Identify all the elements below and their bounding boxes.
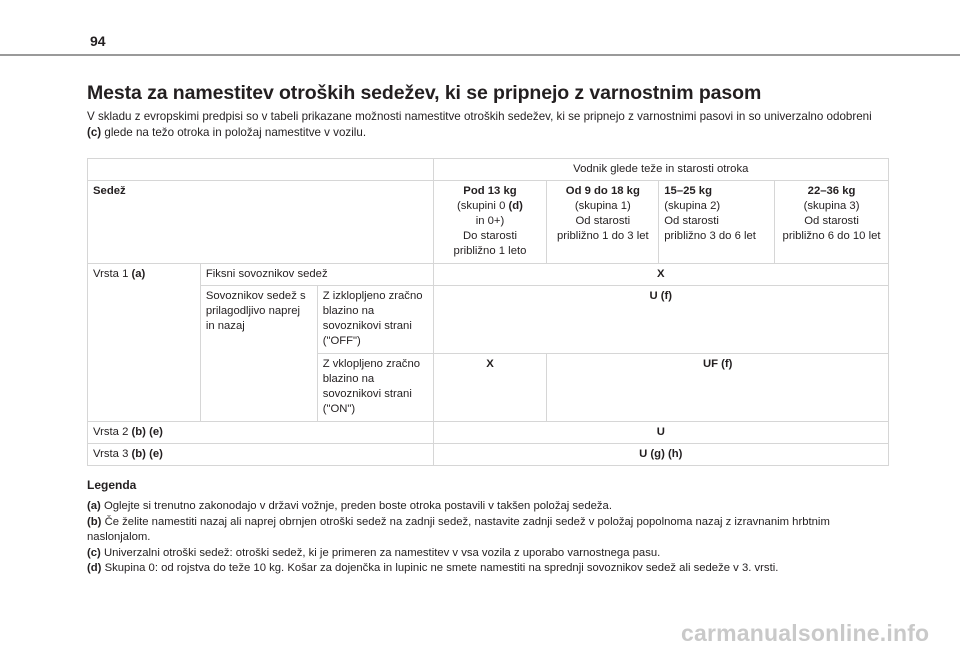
legend-title: Legenda xyxy=(87,478,137,492)
col-header-group-2: 15–25 kg (skupina 2) Od starosti približno 3 do 6 let xyxy=(659,181,775,264)
row-3-label: Vrsta 3 (b) (e) xyxy=(88,444,434,466)
empty-header-cell xyxy=(88,159,434,181)
row-2-label: Vrsta 2 (b) (e) xyxy=(88,422,434,444)
col-header-group-0: Pod 13 kg (skupini 0 (d) in 0+) Do starosti približno 1 leto xyxy=(433,181,547,264)
row-2-value: U xyxy=(433,422,888,444)
seat-header: Sedež xyxy=(88,181,434,264)
intro-text: V skladu z evropskimi predpisi so v tabeli prikazane možnosti namestitve otroških sedežev, ki se pripnejo z varnostnimi pasovi in so univerzalno odobreni xyxy=(87,110,872,123)
intro-paragraph xyxy=(87,109,887,140)
group-header: Vodnik glede teže in starosti otroka xyxy=(433,159,888,181)
table-row xyxy=(88,286,889,354)
legend-item: (a) Oglejte si trenutno zakonodajo v državi vožnje, preden boste otroka postavili v takšen položaj sedeža. xyxy=(87,500,612,512)
legend-item: (c) Univerzalni otroški sedež: otroški sedež, ki je primeren za namestitev v vsa vozila z uporabo varnostnega pasu. xyxy=(87,546,661,559)
intro-text-2: glede na težo otroka in položaj namestitve v vozilu. xyxy=(101,125,367,139)
row-3-value: U (g) (h) xyxy=(433,444,888,466)
col-header-group-1: Od 9 do 18 kg (skupina 1) Od starosti približno 1 do 3 let xyxy=(547,181,659,264)
col-header-group-3: 22–36 kg (skupina 3) Od starosti približno 6 do 10 let xyxy=(775,181,889,264)
airbag-on-value-rest: UF (f) xyxy=(547,354,889,422)
adjustable-seat-label: Sovoznikov sedež s prilagodljivo naprej in nazaj xyxy=(200,286,317,422)
table-row xyxy=(88,444,889,466)
legend-item: (d) Skupina 0: od rojstva do teže 10 kg. Košar za dojenčka in lupinic ne smete namestiti na sprednji sovoznikov sedež ali sedeže v 3. vrsti. xyxy=(87,562,779,574)
airbag-on-label: Z vklopljeno zračno blazino na sovoznikovi strani ("ON") xyxy=(317,354,433,422)
airbag-on-value-group-0: X xyxy=(433,354,547,422)
legend-item: (b) Če želite namestiti nazaj ali naprej obrnjen otroški sedež na zadnji sedež, nastavite zadnji sedež v položaj popolnoma nazaj z izravnanim hrbtnim naslonjalom. xyxy=(87,515,830,543)
page-number: 94 xyxy=(90,33,106,49)
airbag-off-value: U (f) xyxy=(433,286,888,354)
fixed-seat-value: X xyxy=(433,264,888,286)
child-seat-table xyxy=(87,158,889,466)
page-title: Mesta za namestitev otroških sedežev, ki se pripnejo z varnostnim pasom xyxy=(87,82,762,104)
table-row xyxy=(88,159,889,181)
header-rule xyxy=(0,54,960,56)
airbag-off-label: Z izklopljeno zračno blazino na sovoznikovi strani ("OFF") xyxy=(317,286,433,354)
watermark: carmanualsonline.info xyxy=(681,620,930,646)
fixed-seat-label: Fiksni sovoznikov sedež xyxy=(200,264,433,286)
table-row xyxy=(88,264,889,286)
legend-list xyxy=(87,499,887,577)
intro-code: (c) xyxy=(87,125,102,139)
table-row xyxy=(88,181,889,264)
row-1-label: Vrsta 1 (a) xyxy=(88,264,201,422)
table-row xyxy=(88,422,889,444)
